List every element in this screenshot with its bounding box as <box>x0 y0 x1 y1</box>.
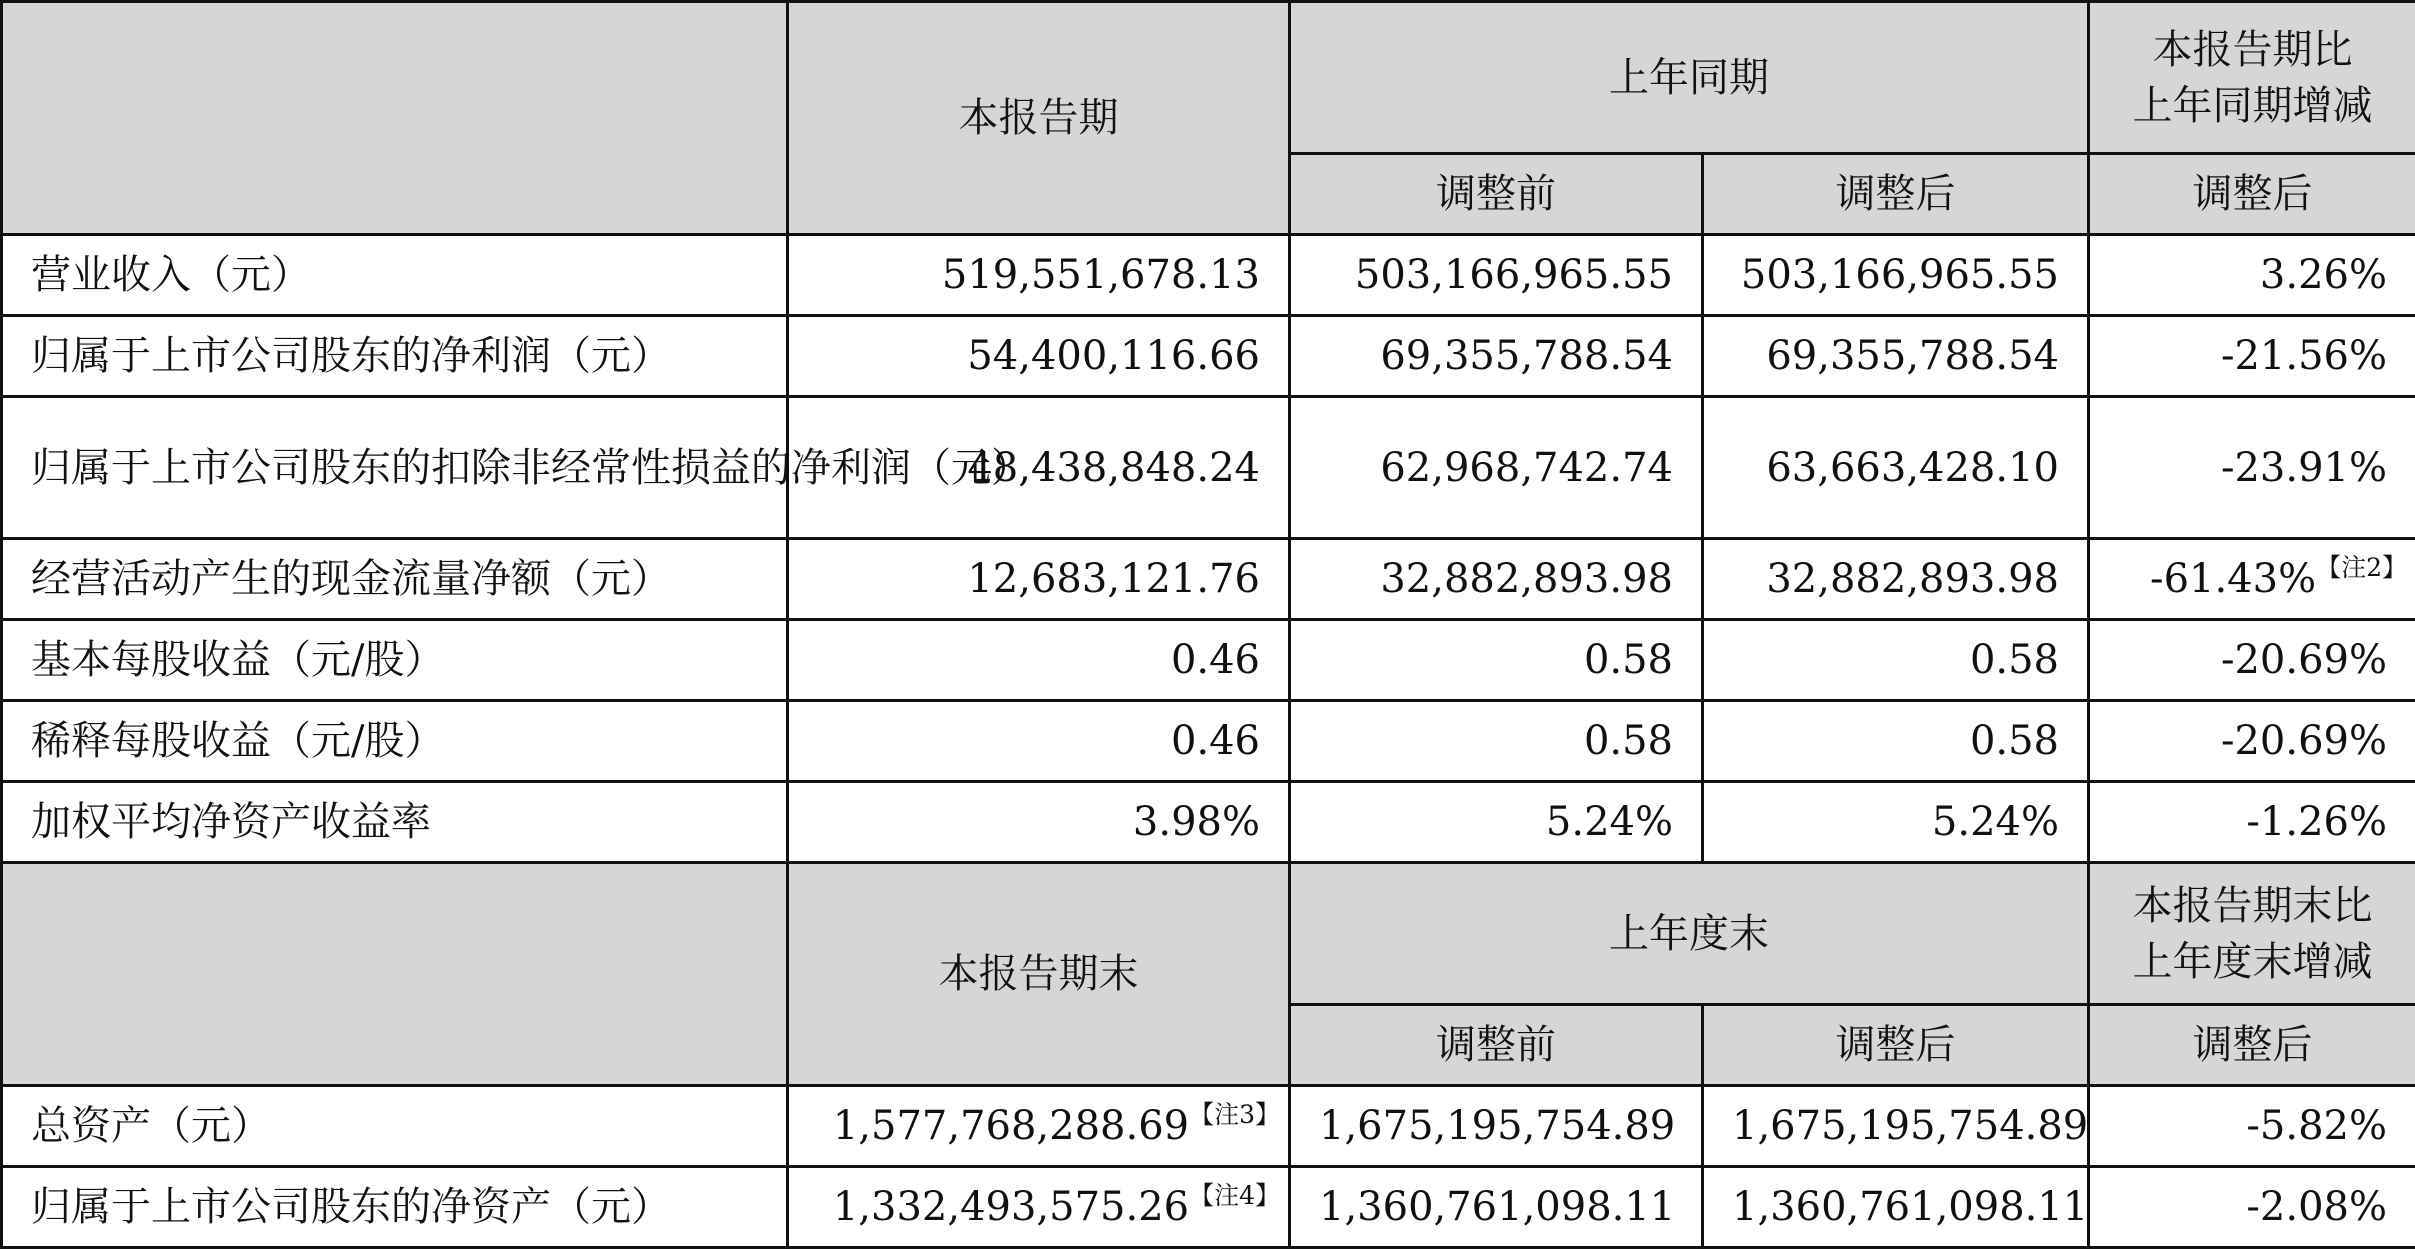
current-period-value: 3.98% <box>788 782 1290 863</box>
current-period-end-value: 1,332,493,575.26 <box>832 1184 1190 1230</box>
section1-change-header-line2: 上年同期增减 <box>2132 82 2373 129</box>
section2-before-adjustment-header: 调整前 <box>1290 1005 1703 1086</box>
section2-change-adjusted-header: 调整后 <box>2089 1005 2415 1086</box>
row-label: 归属于上市公司股东的净资产（元） <box>2 1167 788 1248</box>
table-row <box>2 397 2415 539</box>
table-row <box>2 1086 2415 1167</box>
row-label: 稀释每股收益（元/股） <box>2 701 788 782</box>
footnote-marker: 【注4】 <box>1189 1181 1280 1210</box>
section1-prior-period-header: 上年同期 <box>1290 2 2089 154</box>
prior-before-value: 62,968,742.74 <box>1290 397 1703 539</box>
table-row <box>2 1167 2415 1248</box>
row-label: 加权平均净资产收益率 <box>2 782 788 863</box>
table-row <box>2 539 2415 620</box>
section2-change-header <box>2089 863 2415 1005</box>
prior-before-value: 32,882,893.98 <box>1290 539 1703 620</box>
change-value: -1.26% <box>2089 782 2415 863</box>
section1-after-adjustment-header: 调整后 <box>1703 154 2089 235</box>
section2-change-header-line2: 上年度末增减 <box>2132 938 2373 985</box>
prior-before-value: 503,166,965.55 <box>1290 235 1703 316</box>
change-value: -61.43% <box>2150 556 2317 602</box>
prior-after-value: 0.58 <box>1703 620 2089 701</box>
footnote-marker: 【注3】 <box>1189 1100 1280 1129</box>
table-row <box>2 782 2415 863</box>
current-period-end-value-cell <box>788 1086 1290 1167</box>
section2-change-header-line1: 本报告期末比 <box>2132 882 2373 929</box>
change-value: -5.82% <box>2089 1086 2415 1167</box>
table-row <box>2 235 2415 316</box>
prior-after-value: 69,355,788.54 <box>1703 316 2089 397</box>
current-period-value: 12,683,121.76 <box>788 539 1290 620</box>
prior-before-value: 5.24% <box>1290 782 1703 863</box>
prior-after-value: 32,882,893.98 <box>1703 539 2089 620</box>
prior-after-value: 0.58 <box>1703 701 2089 782</box>
change-value: -2.08% <box>2089 1167 2415 1248</box>
prior-after-value: 503,166,965.55 <box>1703 235 2089 316</box>
change-value: -20.69% <box>2089 701 2415 782</box>
prior-before-value: 0.58 <box>1290 620 1703 701</box>
prior-after-value: 5.24% <box>1703 782 2089 863</box>
current-period-end-value: 1,577,768,288.69 <box>832 1103 1190 1149</box>
table-row <box>2 701 2415 782</box>
section2-prior-year-end-header: 上年度末 <box>1290 863 2089 1005</box>
current-period-value: 519,551,678.13 <box>788 235 1290 316</box>
section2-header-row <box>2 863 2415 1005</box>
section1-current-period-header: 本报告期 <box>788 2 1290 235</box>
row-label: 总资产（元） <box>2 1086 788 1167</box>
section2-current-period-end-header: 本报告期末 <box>788 863 1290 1086</box>
section1-change-adjusted-header: 调整后 <box>2089 154 2415 235</box>
section1-change-header-line1: 本报告期比 <box>2152 26 2353 73</box>
row-label: 归属于上市公司股东的净利润（元） <box>2 316 788 397</box>
section1-change-header <box>2089 2 2415 154</box>
section2-blank-header-cell <box>2 863 788 1086</box>
row-label: 营业收入（元） <box>2 235 788 316</box>
current-period-end-value-cell <box>788 1167 1290 1248</box>
row-label: 基本每股收益（元/股） <box>2 620 788 701</box>
current-period-value: 0.46 <box>788 701 1290 782</box>
section1-before-adjustment-header: 调整前 <box>1290 154 1703 235</box>
prior-before-value: 69,355,788.54 <box>1290 316 1703 397</box>
change-value: -20.69% <box>2089 620 2415 701</box>
row-label: 归属于上市公司股东的扣除非经常性损益的净利润（元） <box>2 397 788 539</box>
prior-after-value: 63,663,428.10 <box>1703 397 2089 539</box>
section2-after-adjustment-header: 调整后 <box>1703 1005 2089 1086</box>
prior-after-value: 1,675,195,754.89 <box>1703 1086 2089 1167</box>
current-period-value: 48,438,848.24 <box>788 397 1290 539</box>
table-row <box>2 316 2415 397</box>
prior-after-value: 1,360,761,098.11 <box>1703 1167 2089 1248</box>
prior-before-value: 0.58 <box>1290 701 1703 782</box>
change-value: -23.91% <box>2089 397 2415 539</box>
change-value-cell <box>2089 539 2415 620</box>
table-row <box>2 620 2415 701</box>
section1-header-row <box>2 2 2415 154</box>
current-period-value: 54,400,116.66 <box>788 316 1290 397</box>
row-label: 经营活动产生的现金流量净额（元） <box>2 539 788 620</box>
prior-before-value: 1,360,761,098.11 <box>1290 1167 1703 1248</box>
prior-before-value: 1,675,195,754.89 <box>1290 1086 1703 1167</box>
section1-blank-header-cell <box>2 2 788 235</box>
change-value: -21.56% <box>2089 316 2415 397</box>
change-value: 3.26% <box>2089 235 2415 316</box>
footnote-marker: 【注2】 <box>2316 553 2407 582</box>
current-period-value: 0.46 <box>788 620 1290 701</box>
